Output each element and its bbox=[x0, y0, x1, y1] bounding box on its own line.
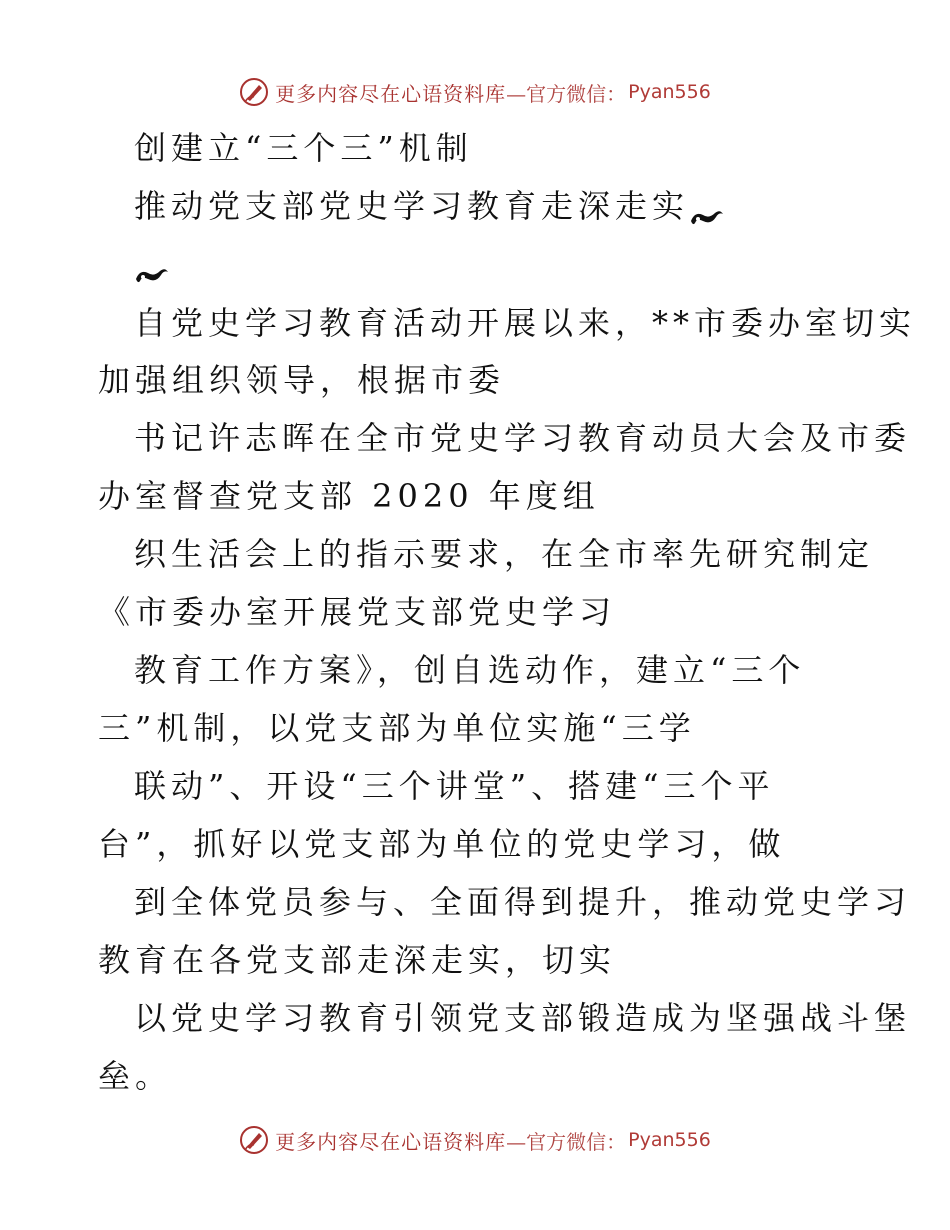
banner-site-name: 更多内容尽在心语资料库 bbox=[275, 1129, 507, 1154]
banner-wechat-handle: Pyan556 bbox=[628, 1129, 711, 1151]
paragraph-line: 《市委办室开展党支部党史学习 bbox=[98, 593, 617, 631]
paragraph-line: 教育在各党支部走深走实，切实 bbox=[98, 941, 617, 979]
pen-logo-icon bbox=[239, 1125, 269, 1155]
banner-wechat-handle: Pyan556 bbox=[628, 81, 711, 103]
ornament-line bbox=[134, 244, 170, 284]
paragraph-line: 联动”、开设“三个讲堂”、搭建“三个平 bbox=[134, 767, 775, 805]
title-line-1: 创建立“三个三”机制 bbox=[134, 129, 473, 167]
paragraph-line: 到全体党员参与、全面得到提升，推动党史学习 bbox=[134, 883, 912, 921]
paragraph-line: 垒。 bbox=[98, 1057, 173, 1095]
paragraph-line: 加强组织领导，根据市委 bbox=[98, 361, 506, 399]
paragraph-line: 三”机制，以党支部为单位实施“三学 bbox=[98, 709, 696, 747]
header-banner bbox=[0, 72, 950, 112]
paragraph-line: 台”，抓好以党支部为单位的党史学习，做 bbox=[98, 825, 786, 863]
pen-logo-icon bbox=[239, 77, 269, 107]
fleuron-icon bbox=[134, 256, 170, 278]
banner-wechat-label: —官方微信： bbox=[506, 81, 627, 106]
banner-site-name: 更多内容尽在心语资料库 bbox=[275, 81, 507, 106]
title-line-2 bbox=[134, 186, 725, 226]
paragraph-line: 以党史学习教育引领党支部锻造成为坚强战斗堡 bbox=[134, 999, 912, 1037]
title-line-2-text: 推动党支部党史学习教育走深走实 bbox=[134, 187, 690, 225]
fleuron-icon bbox=[689, 198, 725, 220]
paragraph-line: 书记许志晖在全市党史学习教育动员大会及市委 bbox=[134, 419, 912, 457]
banner-wechat-label: —官方微信： bbox=[506, 1129, 627, 1154]
paragraph-line: 办室督查党支部 2020 年度组 bbox=[98, 477, 600, 515]
footer-banner bbox=[0, 1120, 950, 1160]
paragraph-line: 教育工作方案》，创自选动作，建立“三个 bbox=[134, 651, 806, 689]
paragraph-line: 织生活会上的指示要求，在全市率先研究制定 bbox=[134, 535, 875, 573]
paragraph-line: 自党史学习教育活动开展以来，**市委办室切实 bbox=[134, 304, 917, 342]
